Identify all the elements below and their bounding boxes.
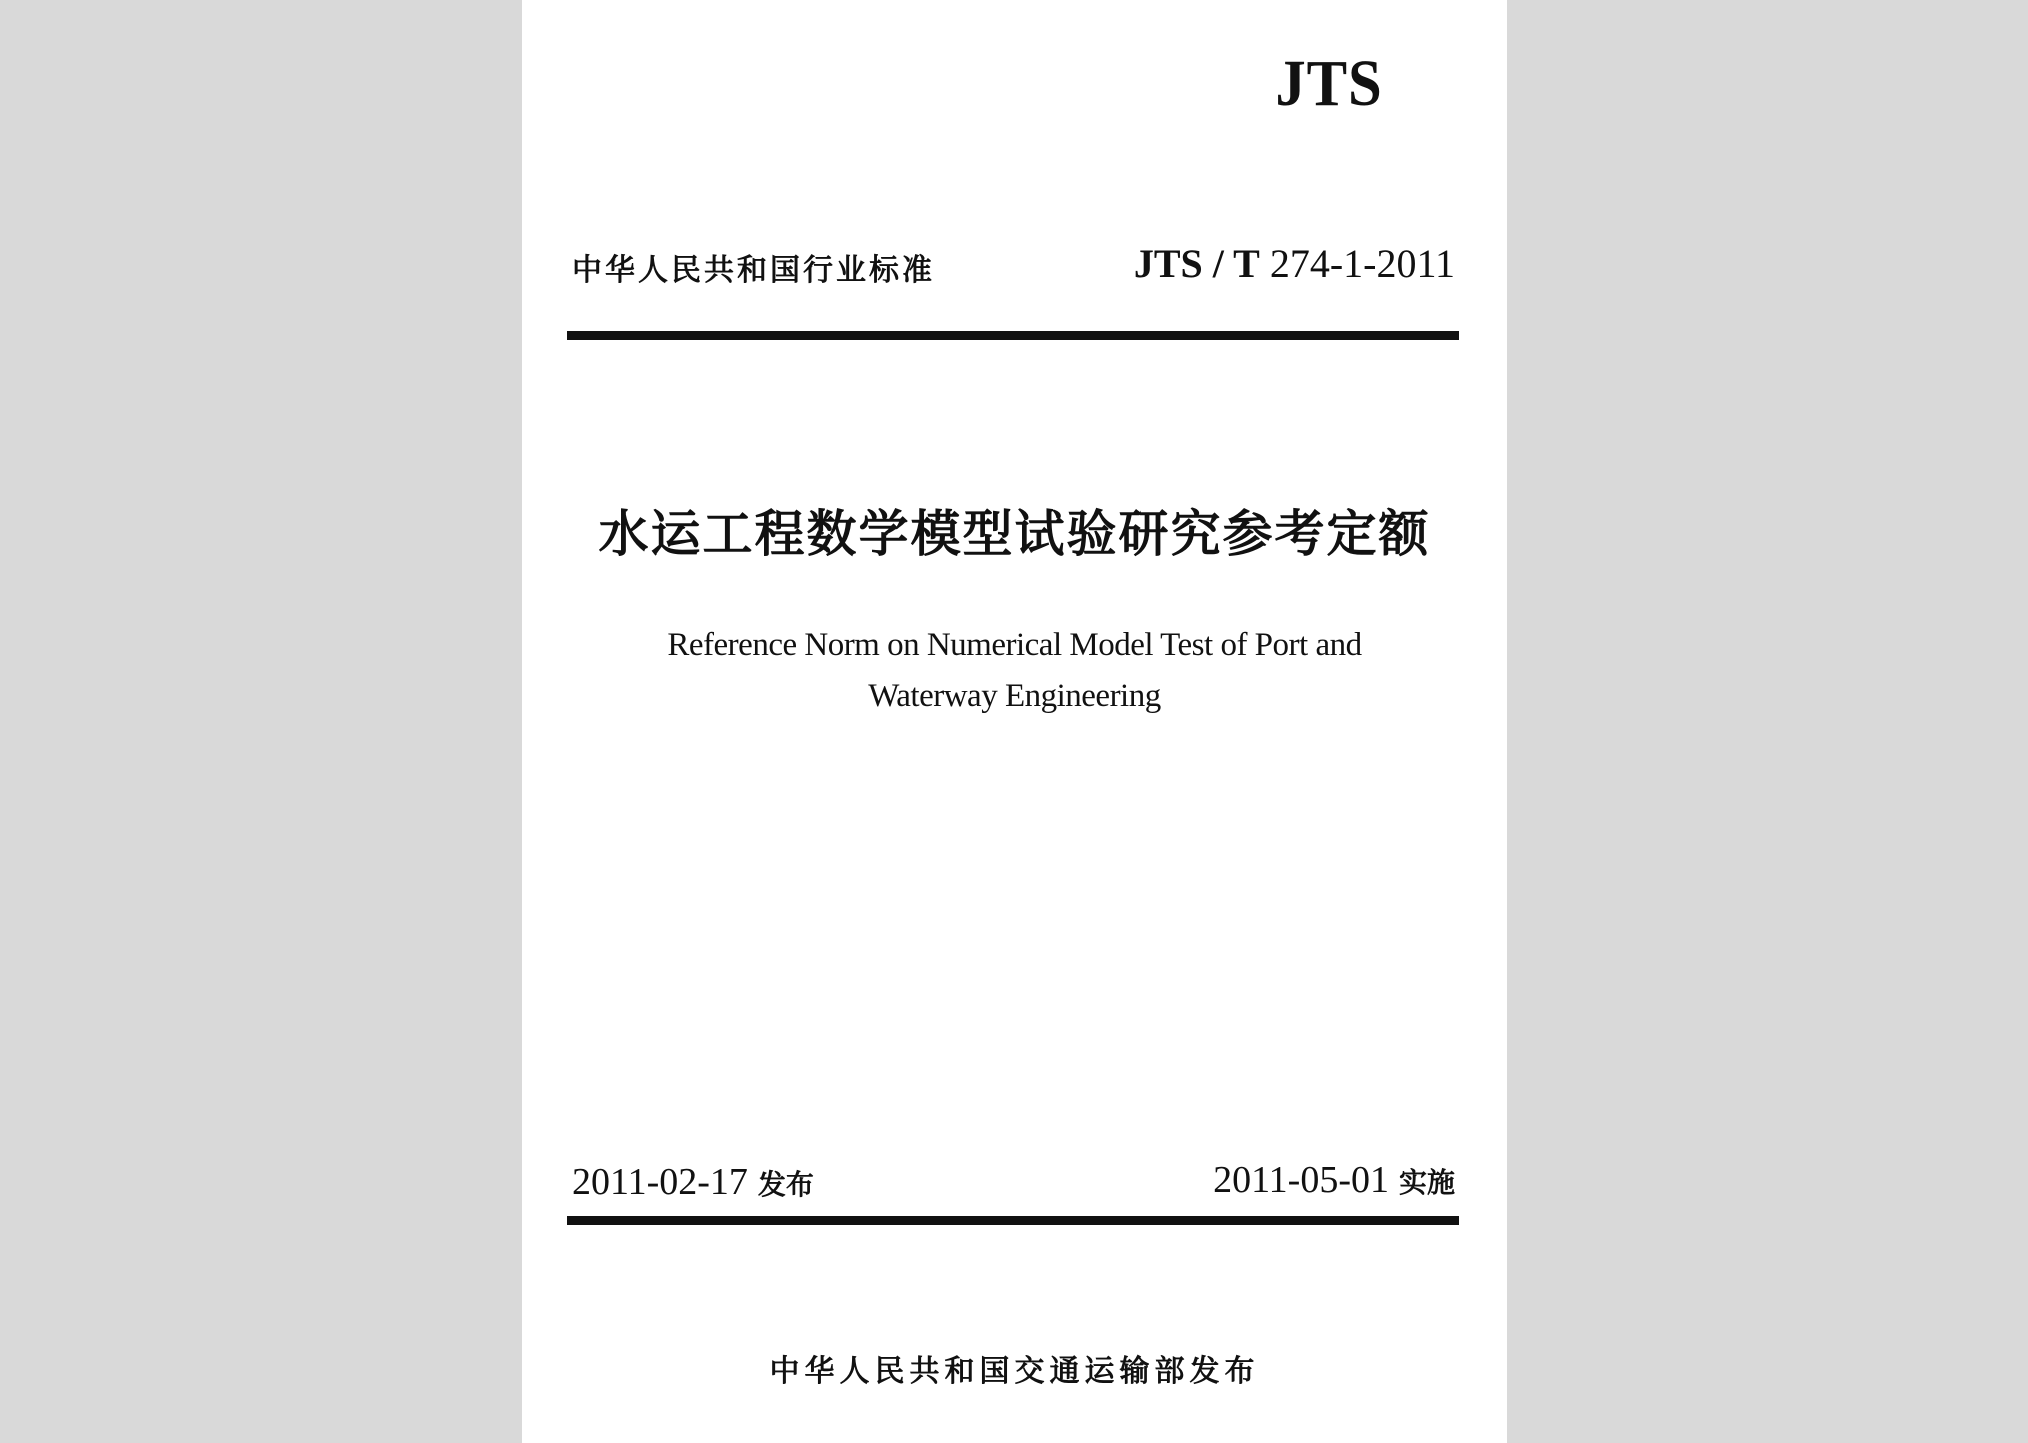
issue-date [572, 1160, 814, 1204]
bottom-divider [567, 1216, 1459, 1225]
issue-date-label: 发布 [757, 1168, 814, 1201]
standard-category: 中华人民共和国行业标准 [572, 253, 935, 288]
issue-date-value: 2011-02-17 [572, 1161, 748, 1203]
publisher: 中华人民共和国交通运输部发布 [769, 1354, 1260, 1389]
title-chinese: 水运工程数学模型试验研究参考定额 [598, 505, 1431, 563]
standard-number-prefix: JTS / T [1133, 241, 1260, 286]
cover-page [522, 0, 1507, 1443]
effective-date [1213, 1158, 1455, 1202]
effective-date-value: 2011-05-01 [1213, 1159, 1389, 1201]
title-english-line-1: Reference Norm on Numerical Model Test of Port and [667, 627, 1362, 663]
standard-number [1134, 240, 1455, 287]
series-mark: JTS [1275, 47, 1383, 120]
top-divider [567, 331, 1459, 340]
standard-number-code: 274-1-2011 [1269, 241, 1455, 286]
effective-date-label: 实施 [1398, 1166, 1455, 1199]
title-english-line-2: Waterway Engineering [868, 678, 1161, 714]
